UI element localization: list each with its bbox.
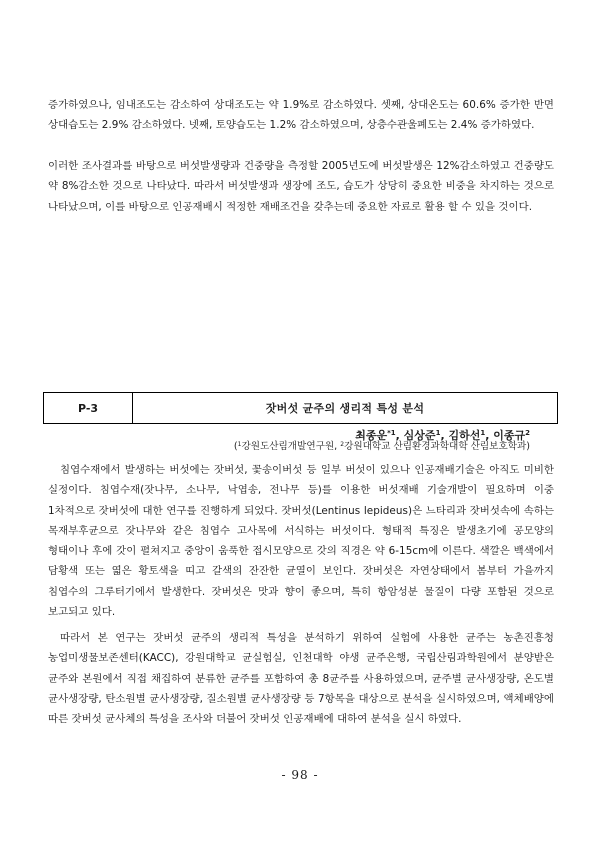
author-separator: , [395, 429, 404, 442]
affiliation-org-1: 강원도산림개발연구원, [241, 441, 341, 452]
page-number: - 98 - [281, 768, 319, 782]
body-paragraph-2: 이러한 조사결과를 바탕으로 버섯발생량과 건중량을 측정할 2005년도에 버섯발생은 12%감소하였고 건중량도 약 8%감소한 것으로 나타났다. 따라서 버섯발생과 생장에 조도, 습도가 상당히 중요한 비중을 차지하는 것으로 나타났으며, 이를 바탕으로 인공재배시 적정한 재배조건을 갖추는데 중요한 자료로 활용 할 수 있을 것이다. [48, 160, 554, 213]
author-name: 김하선 [448, 429, 481, 442]
affiliation-mark-2: 2 [340, 441, 345, 448]
affiliation-mark-1: 1 [237, 441, 242, 448]
affiliation-org-2: 강원대학교 산림환경과학대학 산림보호학과 [344, 441, 527, 452]
abstract-paragraph-2: 따라서 본 연구는 잣버섯 균주의 생리적 특성을 분석하기 위하여 실험에 사용한 균주는 농촌진흥청 농업미생물보존센터(KACC), 강원대학교 균실험실, 인천대학 야생 균주은행, 국립산림과학원에서 분양받은 균주와 본원에서 직접 채집하여 분류한 균주를 포함하여 총 8균주를 사용하였으며, 균주별 균사생장량, 온도별 균사생장량, 탄소원별 균사생장량, 질소원별 균사생장량 등 7항목을 대상으로 분석을 실시하였으며, 액체배양에 따른 잣버섯 균사체의 특성을 조사와 더불어 잣버섯 인공재배에 대하여 분석을 실시 하였다. [48, 632, 554, 726]
author-mark: 1 [480, 429, 486, 437]
author-separator: , [485, 429, 494, 442]
author-name: 이종규 [493, 429, 526, 442]
author-mark: *1 [387, 429, 396, 437]
author-separator: , [440, 429, 449, 442]
abstract-header-box [43, 392, 558, 424]
affiliation-line [48, 438, 554, 454]
affiliation-open: ( [233, 441, 238, 452]
abstract-code: P-3 [44, 393, 133, 423]
abstract-title: 잣버섯 균주의 생리적 특성 분석 [265, 402, 425, 415]
author-mark: 1 [435, 429, 441, 437]
author-mark: 2 [525, 429, 530, 437]
body-paragraph-1: 증가하였으나, 임내조도는 감소하여 상대조도는 약 1.9%로 감소하였다. 셋째, 상대온도는 60.6% 증가한 반면 상대습도는 2.9% 감소하였다. 넷째, 토양습도는 1.2% 감소하였으며, 상층수관울폐도는 2.4% 증가하였다. [48, 99, 554, 132]
affiliation-close: ) [526, 441, 530, 452]
author-name: 최종운 [355, 429, 388, 442]
author-name: 심상준 [403, 429, 436, 442]
abstract-paragraph-1: 침엽수재에서 발생하는 버섯에는 잣버섯, 꽃송이버섯 등 일부 버섯이 있으나 인공재배기술은 아직도 미비한 실정이다. 침엽수재(잣나무, 소나무, 낙엽송, 전나무 등)를 이용한 버섯재배 기술개발이 필요하며 이중 1차적으로 잣버섯에 대한 연구를 진행하게 되었다. 잣버섯(Lentinus lepideus)은 느타리과 잣버섯속에 속하는 목재부후균으로 잣나무와 같은 침엽수 고사목에 서식하는 버섯이다. 형태적 특징은 발생초기에 공모양의 형태이나 후에 갓이 펼쳐지고 중앙이 움푹한 접시모양으로 갓의 직경은 약 6-15cm에 이른다. 색깔은 백색에서 담황색 또는 엷은 황토색을 띠고 갈색의 잔잔한 균열이 보인다. 잣버섯은 자연상태에서 봄부터 가을까지 침엽수의 그루터기에서 발생한다. 잣버섯은 맛과 향이 좋으며, 특히 항암성분 물질이 다량 포함된 것으로 보고되고 있다. [48, 464, 554, 619]
